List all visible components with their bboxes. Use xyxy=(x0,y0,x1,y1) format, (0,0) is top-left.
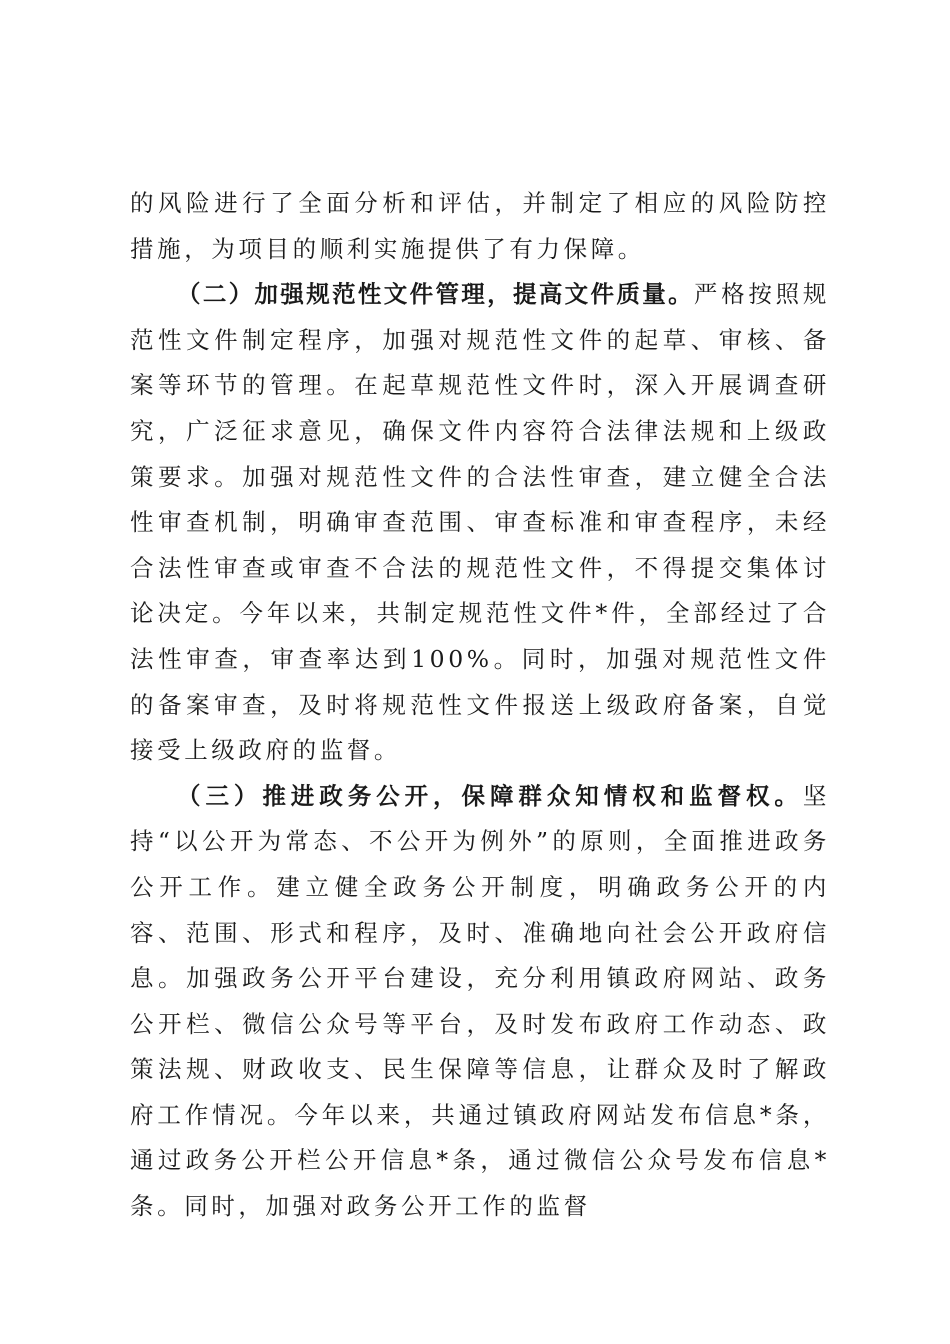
paragraph-government-transparency xyxy=(130,774,830,1230)
paragraph-text: 坚持“以公开为常态、不公开为例外”的原则，全面推进政务公开工作。建立健全政务公开制度，明确政务公开的内容、范围、形式和程序，及时、准确地向社会公开政府信息。加强政务公开平台建设，充分利用镇政府网站、政务公开栏、微信公众号等平台，及时发布政府工作动态、政策法规、财政收支、民生保障等信息，让群众及时了解政府工作情况。今年以来，共通过镇政府网站发布信息*条，通过政务公开栏公开信息*条，通过微信公众号发布信息*条。同时，加强对政务公开工作的监督 xyxy=(130,781,830,1221)
paragraph-normative-documents xyxy=(130,272,830,774)
section-heading-government-transparency: （三）推进政务公开，保障群众知情权和监督权。 xyxy=(177,781,803,810)
paragraph-text: 严格按照规范性文件制定程序，加强对规范性文件的起草、审核、备案等环节的管理。在起草规范性文件时，深入开展调查研究，广泛征求意见，确保文件内容符合法律法规和上级政策要求。加强对规范性文件的合法性审查，建立健全合法性审查机制，明确审查范围、审查标准和审查程序，未经合法性审查或审查不合法的规范性文件，不得提交集体讨论决定。今年以来，共制定规范性文件*件，全部经过了合法性审查，审查率达到100%。同时，加强对规范性文件的备案审查，及时将规范性文件报送上级政府备案，自觉接受上级政府的监督。 xyxy=(130,280,831,765)
paragraph-risk-continuation xyxy=(130,181,830,272)
section-heading-normative-documents: （二）加强规范性文件管理，提高文件质量。 xyxy=(177,280,694,309)
paragraph-text: 的风险进行了全面分析和评估，并制定了相应的风险防控措施，为项目的顺利实施提供了有力保障。 xyxy=(130,189,830,263)
document-body xyxy=(130,181,830,1230)
